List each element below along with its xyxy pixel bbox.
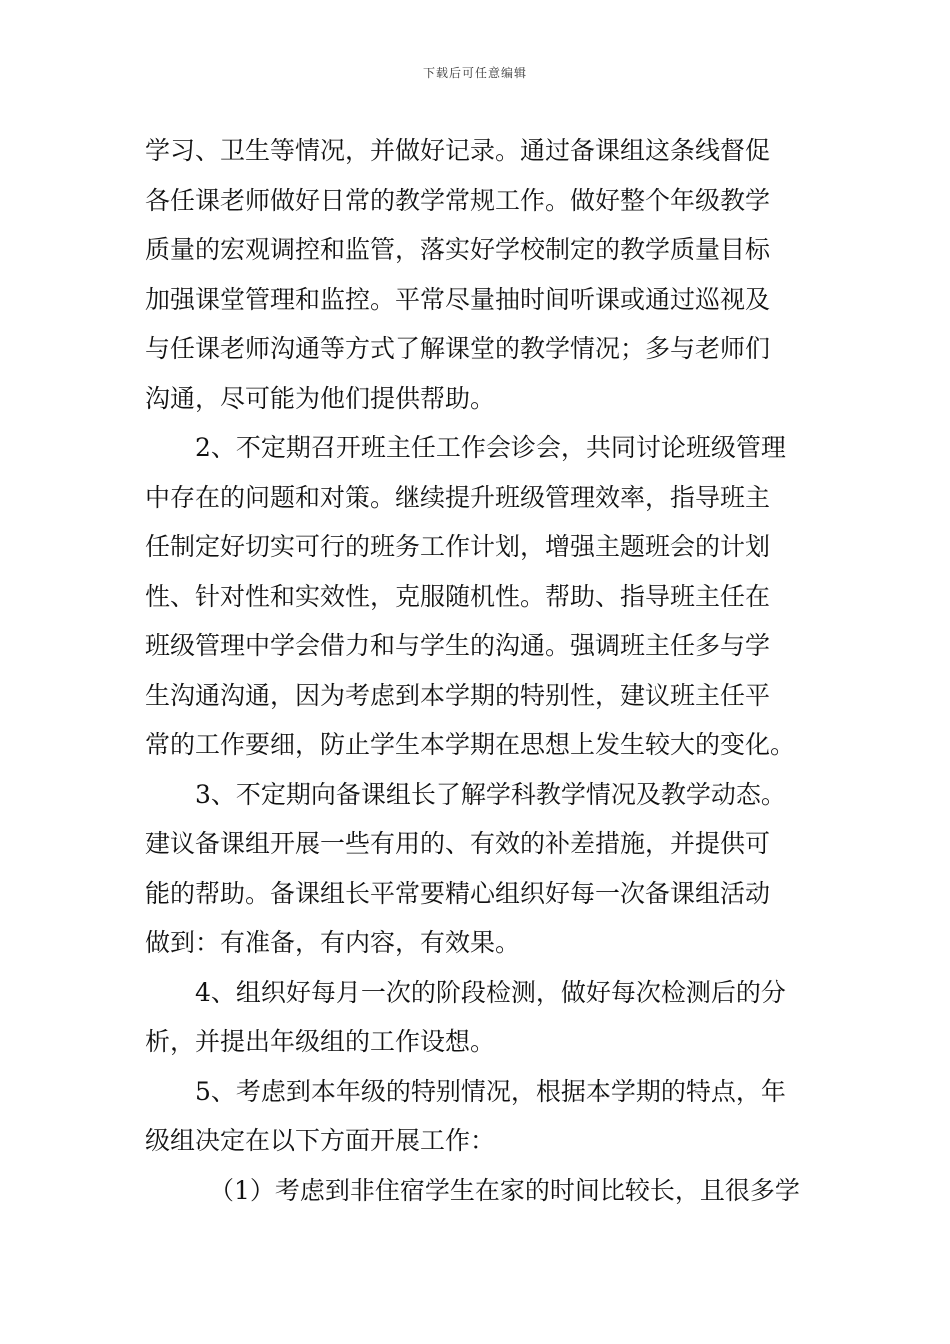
text-line: 常的工作要细，防止学生本学期在思想上发生较大的变化。 (145, 730, 796, 759)
text-line: 各任课老师做好日常的教学常规工作。做好整个年级教学 (145, 185, 771, 215)
text-line: 做到：有准备，有内容，有效果。 (145, 928, 521, 957)
text-line: 4、组织好每月一次的阶段检测，做好每次检测后的分 (195, 977, 786, 1007)
text-line: 任制定好切实可行的班务工作计划，增强主题班会的计划 (145, 532, 771, 561)
text-line: 加强课堂管理和监控。平常尽量抽时间听课或通过巡视及 (145, 284, 771, 314)
text-line: 2、不定期召开班主任工作会诊会，共同讨论班级管理 (195, 433, 786, 462)
text-line: 中存在的问题和对策。继续提升班级管理效率，指导班主 (145, 482, 771, 512)
text-line: 生沟通沟通，因为考虑到本学期的特别性，建议班主任平 (145, 680, 771, 710)
text-line: 能的帮助。备课组长平常要精心组织好每一次备课组活动 (145, 878, 771, 908)
text-line: 建议备课组开展一些有用的、有效的补差措施，并提供可 (145, 829, 771, 858)
text-line: 学习、卫生等情况，并做好记录。通过备课组这条线督促 (145, 136, 771, 165)
text-line: 析，并提出年级组的工作设想。 (145, 1027, 496, 1056)
text-line: 3、不定期向备课组长了解学科教学情况及教学动态。 (195, 779, 786, 809)
text-line: 质量的宏观调控和监管，落实好学校制定的教学质量目标 (145, 235, 771, 264)
text-line: 与任课老师沟通等方式了解课堂的教学情况；多与老师们 (145, 334, 771, 363)
page-header: 下载后可任意编辑 (422, 66, 527, 80)
document-body (145, 126, 810, 1215)
text-line: 沟通，尽可能为他们提供帮助。 (145, 383, 496, 413)
text-line: （1）考虑到非住宿学生在家的时间比较长，且很多学 (209, 1175, 800, 1205)
text-line: 级组决定在以下方面开展工作： (145, 1126, 496, 1155)
text-line: 班级管理中学会借力和与学生的沟通。强调班主任多与学 (145, 631, 771, 660)
text-line: 性、针对性和实效性，克服随机性。帮助、指导班主任在 (145, 581, 771, 611)
text-line: 5、考虑到本年级的特别情况，根据本学期的特点，年 (195, 1076, 786, 1106)
